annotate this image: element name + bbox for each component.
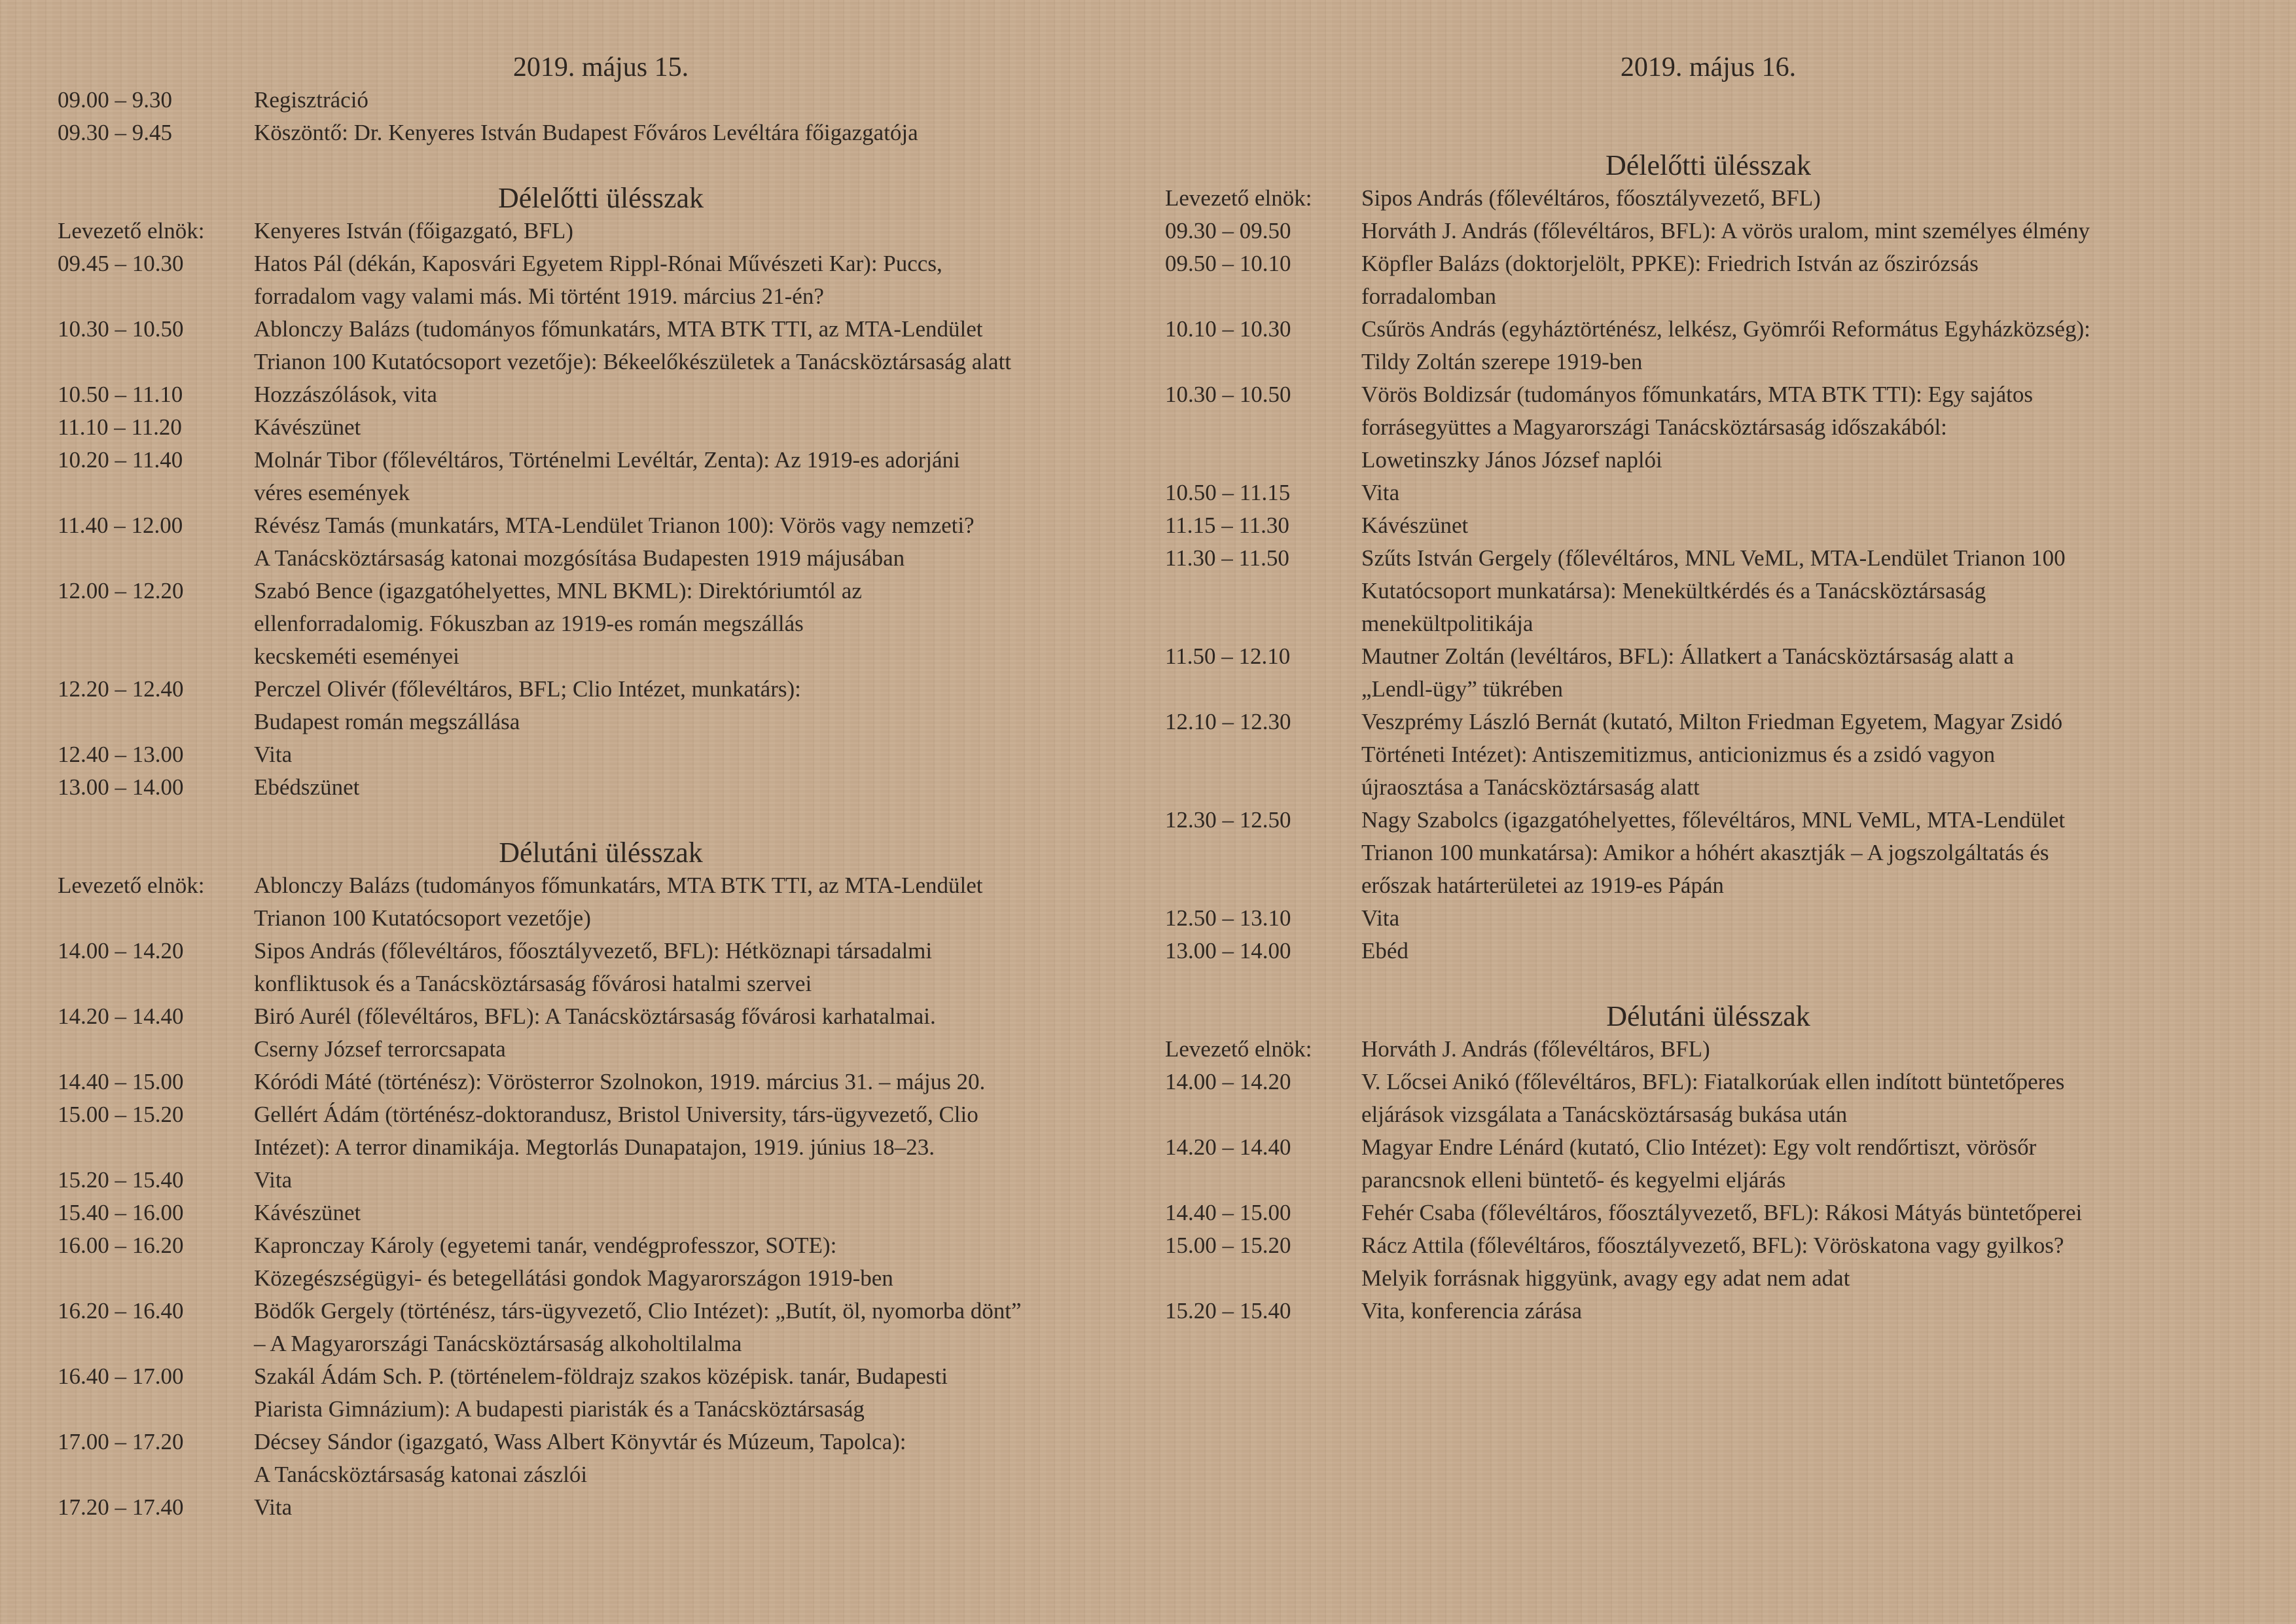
schedule-row — [1165, 477, 2251, 509]
schedule-entry — [1361, 182, 2251, 215]
schedule-row — [1165, 1033, 2251, 1066]
day-2-morning-schedule — [1165, 182, 2251, 967]
schedule-entry-line: Vita — [254, 1494, 293, 1520]
schedule-row — [58, 1197, 1144, 1229]
schedule-entry-line: parancsnok elleni büntető- és kegyelmi eljárás — [1361, 1167, 1786, 1193]
schedule-entry-line: Kávészünet — [254, 414, 361, 440]
schedule-time: 12.00 – 12.20 — [58, 578, 184, 604]
schedule-entry-line: Tildy Zoltán szerepe 1919-ben — [1361, 349, 1643, 374]
schedule-entry — [1361, 1229, 2251, 1295]
schedule-entry — [254, 1197, 1144, 1229]
schedule-entry — [254, 378, 1144, 411]
schedule-entry-line: Ablonczy Balázs (tudományos főmunkatárs, MTA BTK TTI, az MTA-Lendület — [254, 873, 983, 898]
schedule-row — [58, 673, 1144, 738]
schedule-entry-line: Cserny József terrorcsapata — [254, 1036, 506, 1062]
schedule-entry-line: Perczel Olivér (főlevéltáros, BFL; Clio Intézet, munkatárs): — [254, 676, 801, 702]
schedule-row — [58, 1164, 1144, 1197]
schedule-entry — [1361, 1295, 2251, 1327]
schedule-row — [1165, 313, 2251, 378]
schedule-row — [58, 247, 1144, 313]
schedule-entry — [254, 1295, 1144, 1360]
schedule-entry-line: Kávészünet — [254, 1200, 361, 1225]
day-1-afternoon-schedule — [58, 869, 1144, 1524]
schedule-entry-line: forrásegyüttes a Magyarországi Tanácsköztársaság időszakából: — [1361, 414, 1947, 440]
schedule-row — [1165, 1197, 2251, 1229]
schedule-row — [58, 771, 1144, 804]
schedule-entry-line: menekültpolitikája — [1361, 611, 1534, 636]
schedule-time: 15.00 – 15.20 — [58, 1102, 184, 1127]
schedule-time: 10.10 – 10.30 — [1165, 316, 1291, 342]
schedule-entry-line: Vörös Boldizsár (tudományos főmunkatárs, MTA BTK TTI): Egy sajátos — [1361, 382, 2033, 407]
schedule-entry-line: „Lendl-ügy” tükrében — [1361, 676, 1564, 702]
schedule-time: Levezető elnök: — [58, 218, 205, 244]
day-1-morning-schedule — [58, 215, 1144, 804]
schedule-time: 15.20 – 15.40 — [58, 1167, 184, 1193]
schedule-time: 11.15 – 11.30 — [1165, 513, 1289, 538]
schedule-time: 13.00 – 14.00 — [1165, 938, 1291, 964]
day-2-date: 2019. május 16. — [1620, 52, 1797, 82]
schedule-time: 16.20 – 16.40 — [58, 1298, 184, 1324]
schedule-row — [58, 215, 1144, 247]
schedule-entry — [254, 869, 1144, 935]
schedule-entry-line: V. Lőcsei Anikó (főlevéltáros, BFL): Fiatalkorúak ellen indított büntetőperes — [1361, 1069, 2065, 1094]
schedule-entry-line: Horváth J. András (főlevéltáros, BFL): A vörös uralom, mint személyes élmény — [1361, 218, 2090, 244]
schedule-entry — [254, 673, 1144, 738]
opening-schedule — [58, 84, 1144, 149]
schedule-entry — [254, 313, 1144, 378]
schedule-row — [1165, 902, 2251, 935]
schedule-row — [58, 1426, 1144, 1491]
schedule-entry-line: Rácz Attila (főlevéltáros, főosztályvezető, BFL): Vöröskatona vagy gyilkos? — [1361, 1233, 2064, 1258]
schedule-entry-line: Szűts István Gergely (főlevéltáros, MNL VeML, MTA-Lendület Trianon 100 — [1361, 545, 2066, 571]
schedule-row — [58, 84, 1144, 117]
schedule-entry — [1361, 640, 2251, 706]
schedule-entry — [1361, 1197, 2251, 1229]
schedule-entry-line: eljárások vizsgálata a Tanácsköztársaság bukása után — [1361, 1102, 1848, 1127]
schedule-entry — [1361, 542, 2251, 640]
schedule-row — [1165, 1066, 2251, 1131]
schedule-entry-line: Kutatócsoport munkatársa): Menekültkérdés és a Tanácsköztársaság — [1361, 578, 1986, 604]
schedule-entry-line: Trianon 100 Kutatócsoport vezetője) — [254, 905, 591, 931]
schedule-entry-line: Közegészségügyi- és betegellátási gondok Magyarországon 1919-ben — [254, 1265, 893, 1291]
schedule-entry — [254, 509, 1144, 575]
schedule-entry-line: Köpfler Balázs (doktorjelölt, PPKE): Friedrich István az őszirózsás — [1361, 251, 1979, 276]
schedule-row — [58, 1295, 1144, 1360]
schedule-entry — [254, 738, 1144, 771]
schedule-entry — [254, 771, 1144, 804]
day-2-afternoon-schedule — [1165, 1033, 2251, 1327]
schedule-entry-line: Molnár Tibor (főlevéltáros, Történelmi Levéltár, Zenta): Az 1919-es adorjáni — [254, 447, 960, 473]
schedule-entry — [1361, 935, 2251, 967]
schedule-time: 15.40 – 16.00 — [58, 1200, 184, 1225]
schedule-row — [58, 313, 1144, 378]
schedule-time: 17.00 – 17.20 — [58, 1429, 184, 1454]
schedule-entry-line: Kenyeres István (főigazgató, BFL) — [254, 218, 573, 244]
schedule-time: 12.40 – 13.00 — [58, 742, 184, 767]
schedule-entry-line: újraosztása a Tanácsköztársaság alatt — [1361, 774, 1700, 800]
schedule-entry — [1361, 509, 2251, 542]
schedule-entry-line: Ablonczy Balázs (tudományos főmunkatárs, MTA BTK TTI, az MTA-Lendület — [254, 316, 983, 342]
schedule-time: 16.00 – 16.20 — [58, 1233, 184, 1258]
schedule-row — [58, 1000, 1144, 1066]
schedule-entry-line: Vita — [254, 742, 293, 767]
schedule-entry-line: Révész Tamás (munkatárs, MTA-Lendület Trianon 100): Vörös vagy nemzeti? — [254, 513, 975, 538]
schedule-row — [1165, 640, 2251, 706]
schedule-row — [58, 1066, 1144, 1098]
schedule-entry — [254, 1000, 1144, 1066]
schedule-time: 15.20 – 15.40 — [1165, 1298, 1291, 1324]
schedule-row — [58, 935, 1144, 1000]
schedule-time: 14.00 – 14.20 — [58, 938, 184, 964]
schedule-entry — [254, 1066, 1144, 1098]
schedule-entry-line: Kapronczay Károly (egyetemi tanár, vendégprofesszor, SOTE): — [254, 1233, 837, 1258]
schedule-time: 14.40 – 15.00 — [58, 1069, 184, 1094]
schedule-entry-line: konfliktusok és a Tanácsköztársaság fővárosi hatalmi szervei — [254, 971, 812, 996]
schedule-entry-line: Mautner Zoltán (levéltáros, BFL): Állatkert a Tanácsköztársaság alatt a — [1361, 643, 2014, 669]
schedule-entry-line: Köszöntő: Dr. Kenyeres István Budapest Főváros Levéltára főigazgatója — [254, 120, 918, 145]
schedule-entry-line: Történeti Intézet): Antiszemitizmus, anticionizmus és a zsidó vagyon — [1361, 742, 1996, 767]
schedule-entry-line: kecskeméti eseményei — [254, 643, 459, 669]
schedule-entry-line: Piarista Gimnázium): A budapesti piaristák és a Tanácsköztársaság — [254, 1396, 865, 1422]
schedule-entry-line: Kávészünet — [1361, 513, 1469, 538]
schedule-row — [58, 378, 1144, 411]
schedule-entry — [254, 247, 1144, 313]
schedule-row — [58, 738, 1144, 771]
schedule-entry — [254, 1098, 1144, 1164]
schedule-time: 11.40 – 12.00 — [58, 513, 183, 538]
schedule-entry-line: Vita — [1361, 905, 1400, 931]
schedule-time: Levezető elnök: — [1165, 1036, 1312, 1062]
schedule-row — [1165, 378, 2251, 477]
schedule-row — [58, 1098, 1144, 1164]
schedule-time: 10.50 – 11.10 — [58, 382, 183, 407]
schedule-time: 14.40 – 15.00 — [1165, 1200, 1291, 1225]
schedule-entry-line: Szabó Bence (igazgatóhelyettes, MNL BKML): Direktóriumtól az — [254, 578, 862, 604]
schedule-row — [58, 575, 1144, 673]
schedule-entry — [1361, 477, 2251, 509]
schedule-entry-line: Ebédszünet — [254, 774, 360, 800]
schedule-entry — [254, 117, 1144, 149]
schedule-time: 09.00 – 9.30 — [58, 87, 172, 113]
schedule-row — [1165, 182, 2251, 215]
schedule-time: Levezető elnök: — [1165, 185, 1312, 211]
schedule-row — [1165, 1229, 2251, 1295]
schedule-entry-line: ellenforradalomig. Fókuszban az 1919-es román megszállás — [254, 611, 804, 636]
schedule-entry — [254, 411, 1144, 444]
schedule-entry-line: Fehér Csaba (főlevéltáros, főosztályvezető, BFL): Rákosi Mátyás büntetőperei — [1361, 1200, 2083, 1225]
schedule-entry-line: Biró Aurél (főlevéltáros, BFL): A Tanácsköztársaság fővárosi karhatalmai. — [254, 1003, 936, 1029]
schedule-entry — [254, 1229, 1144, 1295]
schedule-entry — [254, 1491, 1144, 1524]
schedule-entry — [1361, 1066, 2251, 1131]
schedule-entry-line: Sipos András (főlevéltáros, főosztályvezető, BFL): Hétköznapi társadalmi — [254, 938, 933, 964]
schedule-entry-line: Intézet): A terror dinamikája. Megtorlás Dunapatajon, 1919. június 18–23. — [254, 1134, 935, 1160]
schedule-entry-line: Vita, konferencia zárása — [1361, 1298, 1582, 1324]
schedule-entry-line: forradalom vagy valami más. Mi történt 1919. március 21-én? — [254, 283, 824, 309]
schedule-time: 11.30 – 11.50 — [1165, 545, 1289, 571]
day-1-afternoon-session-title: Délutáni ülésszak — [499, 837, 703, 869]
schedule-row — [58, 1229, 1144, 1295]
schedule-row — [58, 444, 1144, 509]
schedule-entry — [254, 215, 1144, 247]
schedule-entry-line: A Tanácsköztársaság katonai mozgósítása Budapesten 1919 májusában — [254, 545, 905, 571]
schedule-time: 15.00 – 15.20 — [1165, 1233, 1291, 1258]
schedule-time: 09.45 – 10.30 — [58, 251, 184, 276]
schedule-time: 12.50 – 13.10 — [1165, 905, 1291, 931]
schedule-row — [1165, 1295, 2251, 1327]
schedule-entry-line: Trianon 100 Kutatócsoport vezetője): Békeelőkészületek a Tanácsköztársaság alatt — [254, 349, 1012, 374]
schedule-entry-line: Veszprémy László Bernát (kutató, Milton Friedman Egyetem, Magyar Zsidó — [1361, 709, 2063, 734]
schedule-entry — [1361, 247, 2251, 313]
schedule-row — [1165, 706, 2251, 804]
schedule-entry — [1361, 1131, 2251, 1197]
schedule-entry — [254, 1360, 1144, 1426]
schedule-row — [58, 869, 1144, 935]
schedule-row — [58, 411, 1144, 444]
schedule-row — [58, 1360, 1144, 1426]
schedule-entry-line: Sipos András (főlevéltáros, főosztályvezető, BFL) — [1361, 185, 1821, 211]
schedule-entry-line: Magyar Endre Lénárd (kutató, Clio Intézet): Egy volt rendőrtiszt, vörösőr — [1361, 1134, 2037, 1160]
schedule-time: 09.30 – 09.50 — [1165, 218, 1291, 244]
schedule-row — [58, 117, 1144, 149]
schedule-row — [1165, 804, 2251, 902]
schedule-entry-line: Horváth J. András (főlevéltáros, BFL) — [1361, 1036, 1710, 1062]
schedule-time: 11.10 – 11.20 — [58, 414, 182, 440]
schedule-row — [1165, 1131, 2251, 1197]
schedule-time: 14.20 – 14.40 — [1165, 1134, 1291, 1160]
schedule-time: 16.40 – 17.00 — [58, 1363, 184, 1389]
day-2-morning-session-title: Délelőtti ülésszak — [1605, 149, 1811, 181]
schedule-entry — [1361, 1033, 2251, 1066]
schedule-entry — [1361, 902, 2251, 935]
schedule-row — [1165, 215, 2251, 247]
schedule-entry-line: Melyik forrásnak higgyünk, avagy egy adat nem adat — [1361, 1265, 1850, 1291]
schedule-entry — [1361, 378, 2251, 477]
schedule-entry-line: – A Magyarországi Tanácsköztársaság alkoholtilalma — [254, 1331, 742, 1356]
schedule-time: 10.30 – 10.50 — [58, 316, 184, 342]
schedule-time: 12.30 – 12.50 — [1165, 807, 1291, 833]
schedule-time: 09.50 – 10.10 — [1165, 251, 1291, 276]
schedule-entry — [1361, 706, 2251, 804]
schedule-entry — [1361, 804, 2251, 902]
day-1-column — [58, 51, 1144, 1524]
schedule-entry-line: A Tanácsköztársaság katonai zászlói — [254, 1462, 588, 1487]
schedule-row — [1165, 247, 2251, 313]
schedule-row — [58, 509, 1144, 575]
schedule-entry-line: Hozzászólások, vita — [254, 382, 437, 407]
schedule-entry-line: Budapest román megszállása — [254, 709, 520, 734]
schedule-time: 17.20 – 17.40 — [58, 1494, 184, 1520]
schedule-entry-line: véres események — [254, 480, 410, 505]
schedule-time: 14.00 – 14.20 — [1165, 1069, 1291, 1094]
schedule-entry — [254, 84, 1144, 117]
schedule-time: 12.20 – 12.40 — [58, 676, 184, 702]
schedule-entry — [254, 1426, 1144, 1491]
schedule-entry — [254, 575, 1144, 673]
schedule-entry-line: Décsey Sándor (igazgató, Wass Albert Könyvtár és Múzeum, Tapolca): — [254, 1429, 906, 1454]
schedule-entry — [254, 1164, 1144, 1197]
schedule-entry — [1361, 313, 2251, 378]
schedule-entry-line: Vita — [254, 1167, 293, 1193]
schedule-entry-line: Regisztráció — [254, 87, 368, 113]
schedule-row — [1165, 935, 2251, 967]
schedule-time: 11.50 – 12.10 — [1165, 643, 1291, 669]
schedule-entry-line: Hatos Pál (dékán, Kaposvári Egyetem Rippl-Rónai Művészeti Kar): Puccs, — [254, 251, 942, 276]
schedule-entry-line: Trianon 100 munkatársa): Amikor a hóhért akasztják – A jogszolgáltatás és — [1361, 840, 2049, 865]
schedule-time: 10.20 – 11.40 — [58, 447, 183, 473]
schedule-entry-line: forradalomban — [1361, 283, 1497, 309]
schedule-time: 09.30 – 9.45 — [58, 120, 172, 145]
schedule-entry-line: Bödők Gergely (történész, társ-ügyvezető, Clio Intézet): „Butít, öl, nyomorba dönt” — [254, 1298, 1022, 1324]
schedule-row — [58, 1491, 1144, 1524]
schedule-entry-line: Csűrös András (egyháztörténész, lelkész, Gyömrői Református Egyházközség): — [1361, 316, 2090, 342]
schedule-entry-line: Lowetinszky János József naplói — [1361, 447, 1662, 473]
schedule-entry-line: Kóródi Máté (történész): Vörösterror Szolnokon, 1919. március 31. – május 20. — [254, 1069, 986, 1094]
schedule-time: 10.50 – 11.15 — [1165, 480, 1291, 505]
schedule-time: 14.20 – 14.40 — [58, 1003, 184, 1029]
schedule-entry-line: erőszak határterületei az 1919-es Pápán — [1361, 873, 1724, 898]
schedule-time: 10.30 – 10.50 — [1165, 382, 1291, 407]
day-2-afternoon-session-title: Délutáni ülésszak — [1606, 1000, 1810, 1032]
schedule-entry-line: Nagy Szabolcs (igazgatóhelyettes, főlevéltáros, MNL VeML, MTA-Lendület — [1361, 807, 2066, 833]
schedule-time: Levezető elnök: — [58, 873, 205, 898]
schedule-entry — [1361, 215, 2251, 247]
schedule-time: 13.00 – 14.00 — [58, 774, 184, 800]
schedule-time: 12.10 – 12.30 — [1165, 709, 1291, 734]
day-2-column — [1165, 51, 2251, 1327]
day-1-morning-session-title: Délelőtti ülésszak — [497, 182, 704, 214]
schedule-entry-line: Szakál Ádám Sch. P. (történelem-földrajz szakos középisk. tanár, Budapesti — [254, 1363, 948, 1389]
schedule-row — [1165, 542, 2251, 640]
schedule-entry — [254, 444, 1144, 509]
schedule-entry-line: Gellért Ádám (történész-doktorandusz, Bristol University, társ-ügyvezető, Clio — [254, 1102, 978, 1127]
schedule-row — [1165, 509, 2251, 542]
schedule-entry — [254, 935, 1144, 1000]
schedule-entry-line: Ebéd — [1361, 938, 1408, 964]
day-1-date: 2019. május 15. — [512, 52, 689, 82]
schedule-entry-line: Vita — [1361, 480, 1400, 505]
